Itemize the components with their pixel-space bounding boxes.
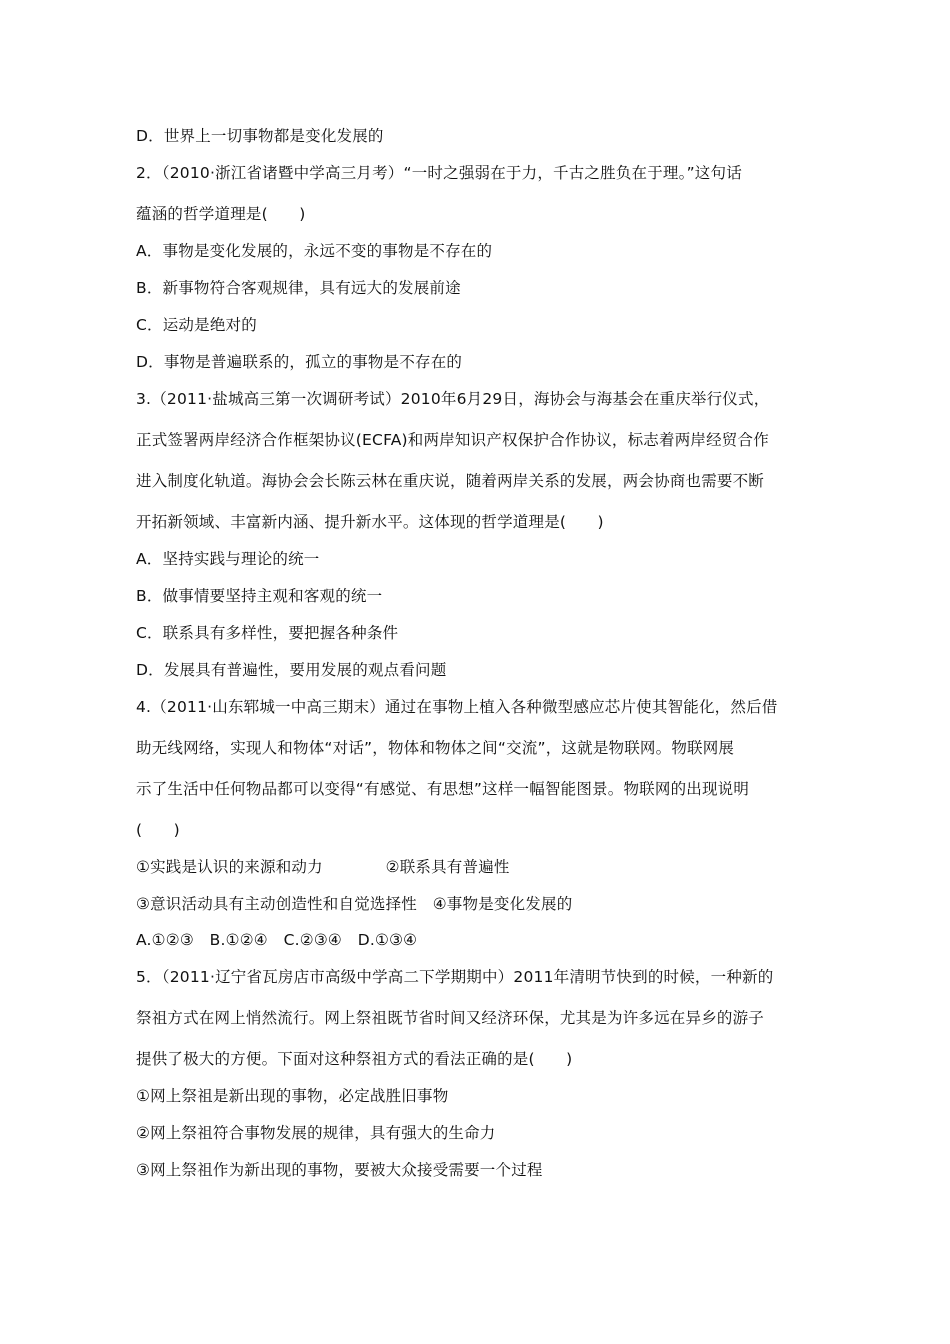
text-line: A．事物是变化发展的，永远不变的事物是不存在的 xyxy=(136,242,493,260)
text-line: D．事物是普遍联系的，孤立的事物是不存在的 xyxy=(136,353,463,371)
text-line: ③意识活动具有主动创造性和自觉选择性 ④事物是变化发展的 xyxy=(136,895,573,913)
text-line: ③网上祭祖作为新出现的事物，要被大众接受需要一个过程 xyxy=(136,1161,543,1179)
text-line: 开拓新领域、丰富新内涵、提升新水平。这体现的哲学道理是( ) xyxy=(136,513,604,531)
text-line: ①网上祭祖是新出现的事物，必定战胜旧事物 xyxy=(136,1087,449,1105)
text-line: 进入制度化轨道。海协会会长陈云林在重庆说，随着两岸关系的发展，两会协商也需要不断 xyxy=(136,472,765,490)
text-line: 蕴涵的哲学道理是( ) xyxy=(136,205,306,223)
text-line: C．联系具有多样性，要把握各种条件 xyxy=(136,624,399,642)
text-line: 5．（2011·辽宁省瓦房店市高级中学高二下学期期中）2011年清明节快到的时候，一种新的 xyxy=(136,968,774,986)
text-line: 4.（2011·山东郓城一中高三期末）通过在事物上植入各种微型感应芯片使其智能化，然后借 xyxy=(136,698,778,716)
text-line: B．做事情要坚持主观和客观的统一 xyxy=(136,587,383,605)
text-line: B．新事物符合客观规律，具有远大的发展前途 xyxy=(136,279,461,297)
text-line: A.①②③ B.①②④ C.②③④ D.①③④ xyxy=(136,931,418,949)
text-line: D．发展具有普遍性，要用发展的观点看问题 xyxy=(136,661,447,679)
text-line: ( ) xyxy=(136,821,180,839)
text-line: 正式签署两岸经济合作框架协议(ECFA)和两岸知识产权保护合作协议，标志着两岸经贸合作 xyxy=(136,431,769,449)
text-line: ①实践是认识的来源和动力 ②联系具有普遍性 xyxy=(136,858,510,876)
text-line: 示了生活中任何物品都可以变得“有感觉、有思想”这样一幅智能图景。物联网的出现说明 xyxy=(136,780,750,798)
text-line: 2．（2010·浙江省诸暨中学高三月考）“一时之强弱在于力，千古之胜负在于理。”这句话 xyxy=(136,164,742,182)
text-line: D．世界上一切事物都是变化发展的 xyxy=(136,127,384,145)
text-line: A．坚持实践与理论的统一 xyxy=(136,550,320,568)
text-line: 提供了极大的方便。下面对这种祭祖方式的看法正确的是( ) xyxy=(136,1050,573,1068)
text-line: 祭祖方式在网上悄然流行。网上祭祖既节省时间又经济环保，尤其是为许多远在异乡的游子 xyxy=(136,1009,765,1027)
text-line: C．运动是绝对的 xyxy=(136,316,257,334)
text-line: 助无线网络，实现人和物体“对话”，物体和物体之间“交流”，这就是物联网。物联网展 xyxy=(136,739,735,757)
text-line: ②网上祭祖符合事物发展的规律，具有强大的生命力 xyxy=(136,1124,496,1142)
text-line: 3.（2011·盐城高三第一次调研考试）2010年6月29日，海协会与海基会在重庆举行仪式， xyxy=(136,390,770,408)
